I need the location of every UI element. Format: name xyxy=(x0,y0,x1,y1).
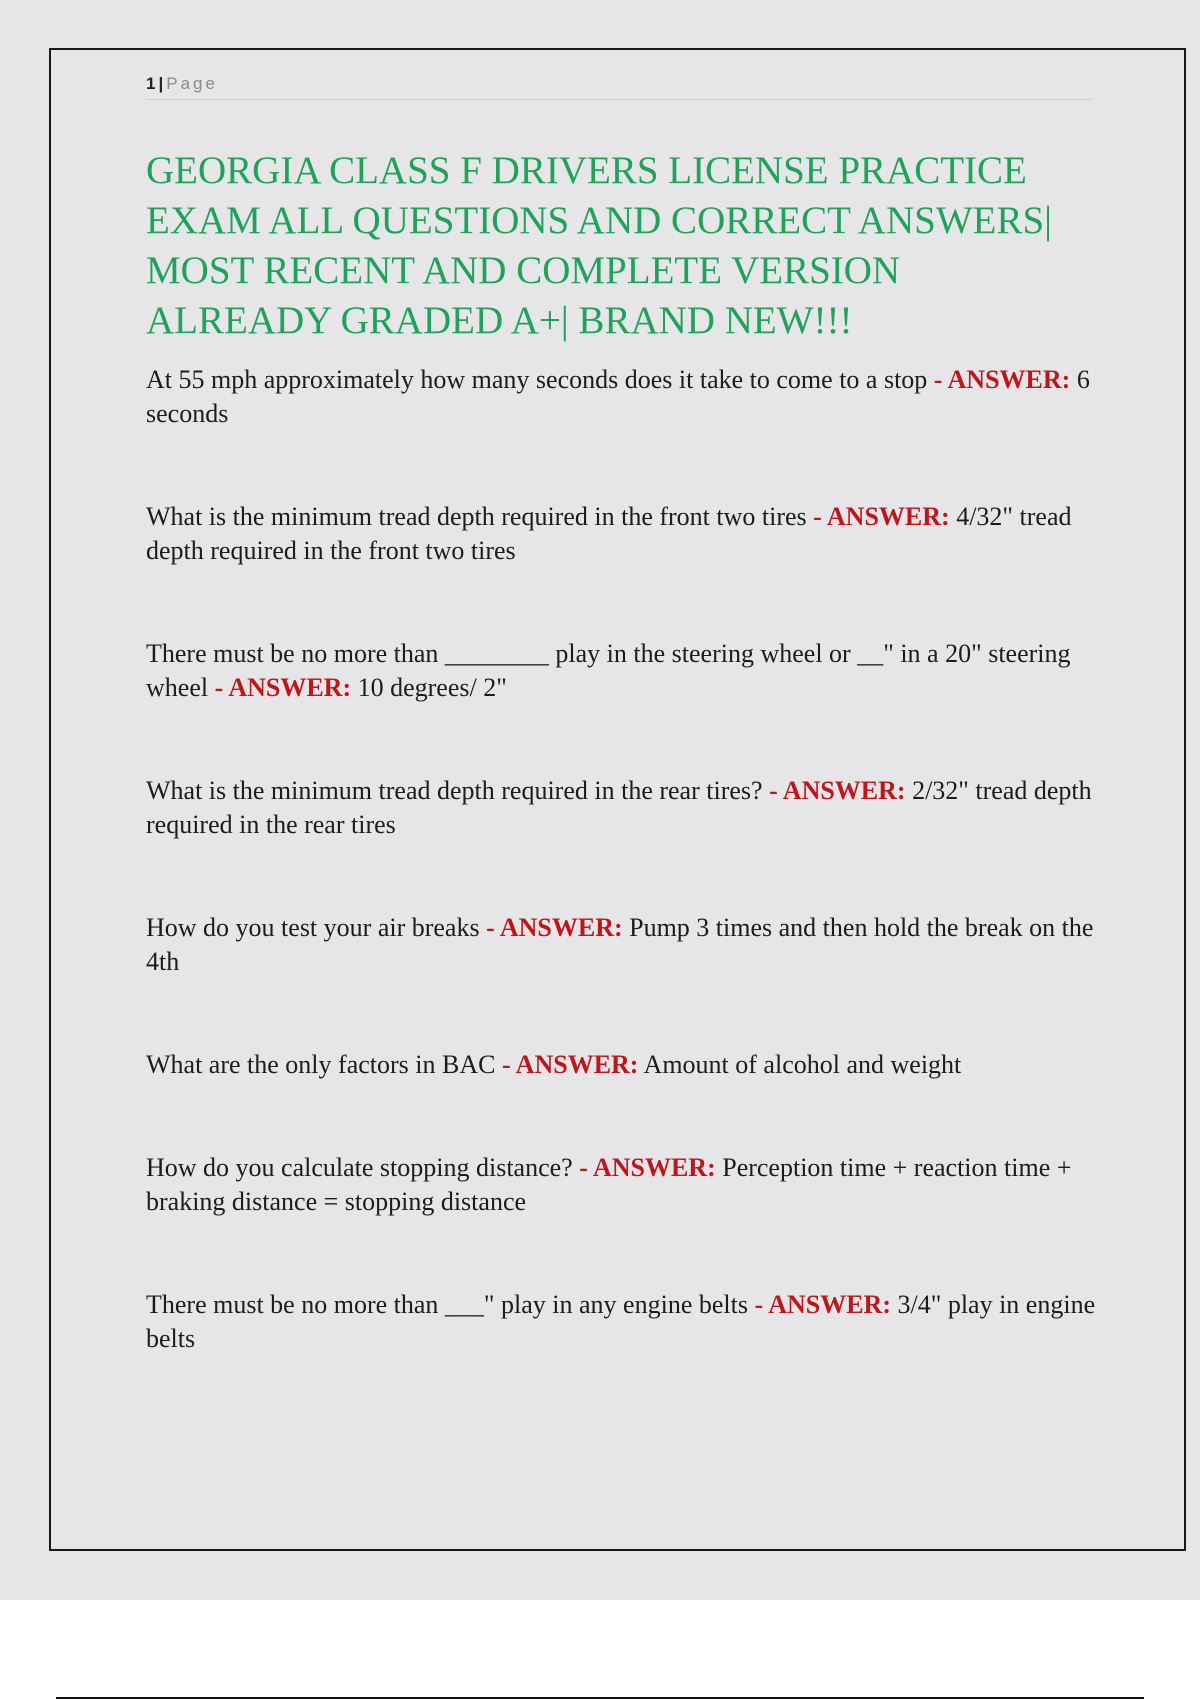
qa-item xyxy=(146,500,1096,568)
answer-text: Perception time + reaction time + braking distance = stopping distance xyxy=(146,1153,1072,1216)
answer-tag: - ANSWER: xyxy=(501,1050,639,1079)
answer-tag: - ANSWER: xyxy=(754,1290,891,1319)
qa-item xyxy=(146,363,1096,431)
answer-text: Amount of alcohol and weight xyxy=(643,1050,962,1079)
answer-text: 2/32" tread depth required in the rear tires xyxy=(146,776,1092,839)
qa-item xyxy=(146,911,1096,979)
footer-divider xyxy=(56,1697,1144,1699)
question-text: At 55 mph approximately how many seconds does it take to come to a stop xyxy=(146,365,928,394)
page-number: 1 xyxy=(146,74,156,93)
answer-tag: - ANSWER: xyxy=(813,502,950,531)
document-title: GEORGIA CLASS F DRIVERS LICENSE PRACTICE EXAM ALL QUESTIONS AND CORRECT ANSWERS| MOST RECENT AND COMPLETE VERSION ALREADY GRADED A+| BRAND NEW!!! xyxy=(146,149,1052,342)
answer-text: 6 seconds xyxy=(146,365,1090,428)
answer-tag: - ANSWER: xyxy=(486,913,623,942)
answer-tag: - ANSWER: xyxy=(933,365,1071,394)
qa-item xyxy=(146,637,1096,705)
question-text: How do you test your air breaks xyxy=(146,913,480,942)
qa-item xyxy=(146,1048,1096,1082)
qa-item xyxy=(146,774,1096,842)
qa-item xyxy=(146,1151,1096,1219)
answer-tag: - ANSWER: xyxy=(214,673,352,702)
answer-text: 10 degrees/ 2" xyxy=(357,673,507,702)
answer-text: Pump 3 times and then hold the break on the 4th xyxy=(146,913,1094,976)
page-label: Page xyxy=(166,74,218,93)
qa-item xyxy=(146,1288,1096,1356)
answer-text: 3/4" play in engine belts xyxy=(146,1290,1096,1353)
question-text: There must be no more than ___" play in any engine belts xyxy=(146,1290,748,1319)
question-text: How do you calculate stopping distance? xyxy=(146,1153,573,1182)
answer-text: 4/32" tread depth required in the front two tires xyxy=(146,502,1072,565)
answer-tag: - ANSWER: xyxy=(579,1153,716,1182)
page-header xyxy=(146,74,1092,100)
question-text: There must be no more than ________ play in the steering wheel or __" in a 20" steering wheel xyxy=(146,639,1071,702)
header-separator: | xyxy=(158,74,164,93)
question-text: What is the minimum tread depth required in the front two tires xyxy=(146,502,807,531)
question-text: What are the only factors in BAC xyxy=(146,1050,496,1079)
answer-tag: - ANSWER: xyxy=(769,776,906,805)
question-text: What is the minimum tread depth required in the rear tires? xyxy=(146,776,763,805)
